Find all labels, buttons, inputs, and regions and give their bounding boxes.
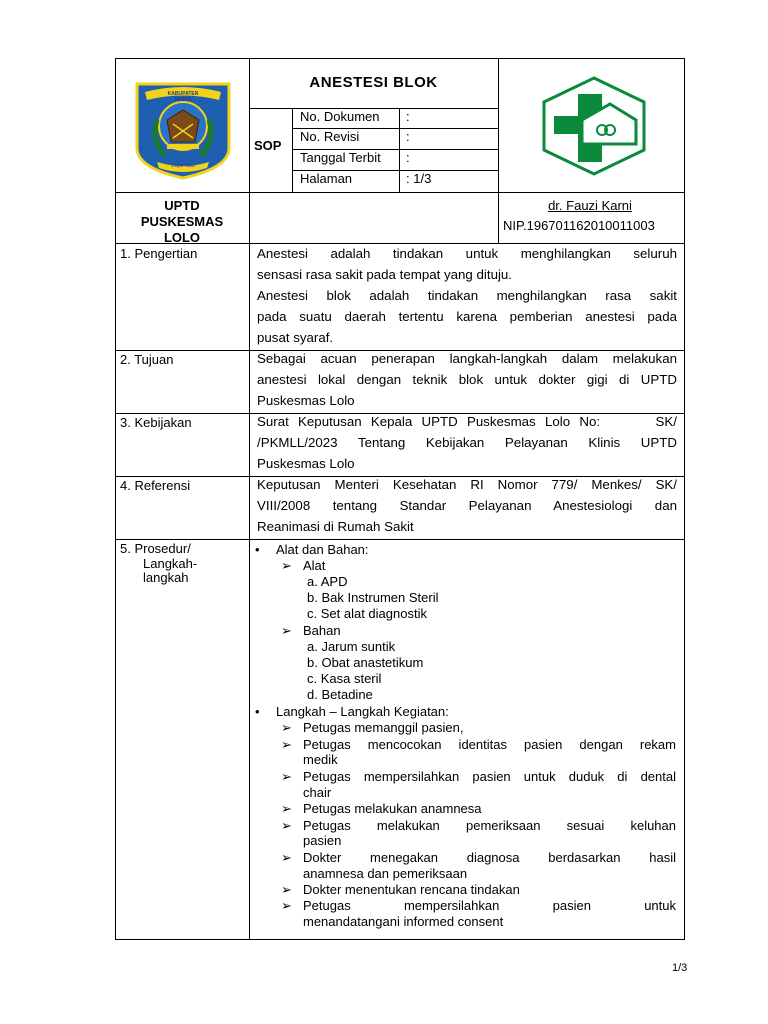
alat-bahan-heading: Alat dan Bahan: [276, 542, 369, 557]
rule-col-2 [498, 58, 499, 243]
arrow-bullet-icon: ➢ [281, 818, 292, 833]
bahan-heading: Bahan [303, 623, 341, 638]
step-line: chair [303, 785, 332, 800]
kebijakan-line: Puskesmas Lolo [257, 456, 355, 471]
meta-label-halaman: Halaman [300, 171, 353, 186]
step-line: anamnesa dan pemeriksaan [303, 866, 468, 881]
regency-logo [131, 80, 235, 180]
arrow-bullet-icon: ➢ [281, 737, 292, 752]
step-line: Petugas mencocokan identitas pasien dengan rekam [303, 737, 676, 752]
signer-name: dr. Fauzi Karni [548, 198, 632, 213]
pengertian-line: Anestesi adalah tindakan untuk menghilangkan seluruh [257, 246, 677, 261]
kebijakan-line: /PKMLL/2023 Tentang Kebijakan Pelayanan Klinis UPTD [257, 435, 677, 450]
rule-sop-col [292, 108, 293, 192]
arrow-bullet-icon: ➢ [281, 623, 292, 638]
step-line: Petugas mempersilahkan pasien untuk duduk di dental [303, 769, 676, 784]
step-line: Petugas melakukan anamnesa [303, 801, 482, 816]
green-cross-icon [540, 76, 648, 176]
alat-item: c. Set alat diagnostik [307, 606, 427, 621]
page-title: ANESTESI BLOK [309, 74, 438, 91]
kebijakan-line: Surat Keputusan Kepala UPTD Puskesmas Lolo No: SK/ [257, 414, 677, 429]
org-line-3: LOLO [163, 230, 201, 245]
step-line: menandatangani informed consent [303, 914, 504, 929]
arrow-bullet-icon: ➢ [281, 558, 292, 573]
bahan-item: d. Betadine [307, 687, 373, 702]
step-line: Petugas memanggil pasien, [303, 720, 464, 735]
pengertian-line: pusat syaraf. [257, 330, 334, 345]
arrow-bullet-icon: ➢ [281, 720, 292, 735]
step-line: Petugas melakukan pemeriksaan sesuai keluhan [303, 818, 676, 833]
step-line: Dokter menentukan rencana tindakan [303, 882, 520, 897]
meta-label-dokumen: No. Dokumen [300, 109, 380, 124]
alat-heading: Alat [303, 558, 326, 573]
bahan-item: a. Jarum suntik [307, 639, 396, 654]
section-label-referensi: 4. Referensi [120, 478, 191, 493]
tujuan-line: Sebagai acuan penerapan langkah-langkah dalam melakukan [257, 351, 677, 366]
section-label-tujuan: 2. Tujuan [120, 352, 174, 367]
meta-value-halaman: : 1/3 [406, 171, 432, 186]
referensi-line: VIII/2008 tentang Standar Pelayanan Anestesiologi dan [257, 498, 677, 513]
meta-label-tanggal: Tanggal Terbit [300, 150, 381, 165]
org-line-1: UPTD [164, 198, 200, 213]
meta-value-dokumen: : [406, 109, 410, 124]
signer-nip: NIP.196701162010011003 [503, 218, 655, 233]
meta-label-revisi: No. Revisi [300, 129, 360, 144]
bullet-dot-icon: • [255, 542, 260, 557]
step-line: medik [303, 752, 338, 767]
tujuan-line: Puskesmas Lolo [257, 393, 355, 408]
arrow-bullet-icon: ➢ [281, 801, 292, 816]
meta-value-tanggal: : [406, 150, 410, 165]
step-line: Petugas mempersilahkan pasien untuk [303, 898, 676, 913]
rule-header-bottom [115, 192, 685, 193]
section-label-prosedur-2: Langkah- [143, 556, 198, 571]
section-label-pengertian: 1. Pengertian [120, 246, 198, 261]
section-label-prosedur-3: langkah [143, 570, 189, 585]
pengertian-line: sensasi rasa sakit pada tempat yang dituju. [257, 267, 513, 282]
sop-label: SOP [254, 138, 282, 153]
arrow-bullet-icon: ➢ [281, 769, 292, 784]
referensi-line: Keputusan Menteri Kesehatan RI Nomor 779/ Menkes/ SK/ [257, 477, 677, 492]
referensi-line: Reanimasi di Rumah Sakit [257, 519, 414, 534]
section-label-prosedur: 5. Prosedur/ [120, 541, 191, 556]
pengertian-line: pada suatu daerah tertentu karena pemberian anestesi pada [257, 309, 677, 324]
alat-item: b. Bak Instrumen Steril [307, 590, 439, 605]
arrow-bullet-icon: ➢ [281, 898, 292, 913]
meta-value-revisi: : [406, 129, 410, 144]
logo-top-text: KABUPATEN PASER [167, 91, 199, 103]
rule-meta-col [399, 108, 400, 192]
langkah-heading: Langkah – Langkah Kegiatan: [276, 704, 449, 719]
arrow-bullet-icon: ➢ [281, 882, 292, 897]
pengertian-line: Anestesi blok adalah tindakan menghilangkan rasa sakit [257, 288, 677, 303]
rule-col-1 [249, 58, 250, 940]
arrow-bullet-icon: ➢ [281, 850, 292, 865]
bahan-item: c. Kasa steril [307, 671, 382, 686]
section-label-kebijakan: 3. Kebijakan [120, 415, 192, 430]
step-line: Dokter menegakan diagnosa berdasarkan hasil [303, 850, 676, 865]
tujuan-line: anestesi lokal dengan teknik blok untuk dokter gigi di UPTD [257, 372, 677, 387]
alat-item: a. APD [307, 574, 348, 589]
logo-motto: Daya Taka [171, 163, 195, 169]
rule-referensi-bottom [115, 539, 685, 540]
org-line-2: PUSKESMAS [140, 214, 224, 229]
page-number: 1/3 [672, 962, 688, 974]
bahan-item: b. Obat anastetikum [307, 655, 424, 670]
bullet-dot-icon: • [255, 704, 260, 719]
step-line: pasien [303, 833, 342, 848]
puskesmas-logo [540, 76, 648, 176]
